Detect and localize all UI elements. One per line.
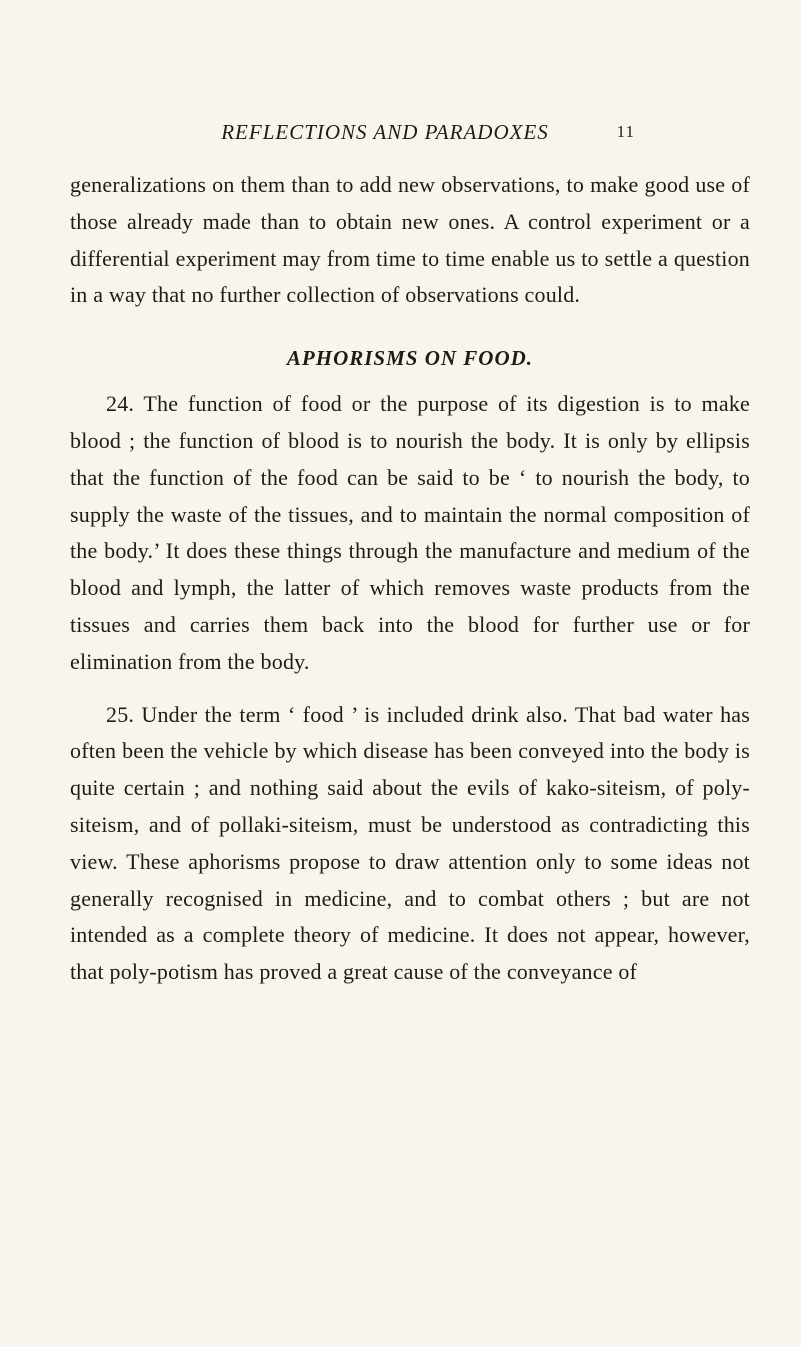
running-head xyxy=(150,117,635,147)
page-number: 11 xyxy=(616,122,635,141)
aphorism-24-paragraph: 24. The function of food or the purpose of its digestion is to make blood ; the function of blood is to nourish the body. It is only by ellipsis that the function of the food can be said to be ‘ to nourish the body, to supply the waste of the tissues, and to maintain the normal composition of the body.’ It does these things through the manufacture and medium of the blood and lymph, the latter of which removes waste products from the tissues and carries them back into the blood for further use or for elimination from the body. xyxy=(70,391,750,674)
opening-paragraph: generalizations on them than to add new observations, to make good use of those already made than to obtain new ones. A control experiment or a differential experiment may from time to time enable us to settle a question in a way that no further collection of observations could. xyxy=(70,172,750,308)
running-title: REFLECTIONS AND PARADOXES xyxy=(221,120,549,144)
section-heading: APHORISMS ON FOOD. xyxy=(286,346,534,371)
aphorism-25-paragraph: 25. Under the term ‘ food ’ is included drink also. That bad water has often been the vehicle by which disease has been conveyed into the body is quite certain ; and nothing said about the evils of kako-siteism, of poly-siteism, and of pollaki-siteism, must be understood as contradicting this view. These aphorisms propose to draw attention only to some ideas not generally recognised in medicine, and to combat others ; but are not intended as a complete theory of medicine. It does not appear, however, that poly-potism has proved a great cause of the conveyance of xyxy=(70,701,750,985)
body-text xyxy=(70,167,750,991)
paragraph-gap xyxy=(70,681,750,697)
